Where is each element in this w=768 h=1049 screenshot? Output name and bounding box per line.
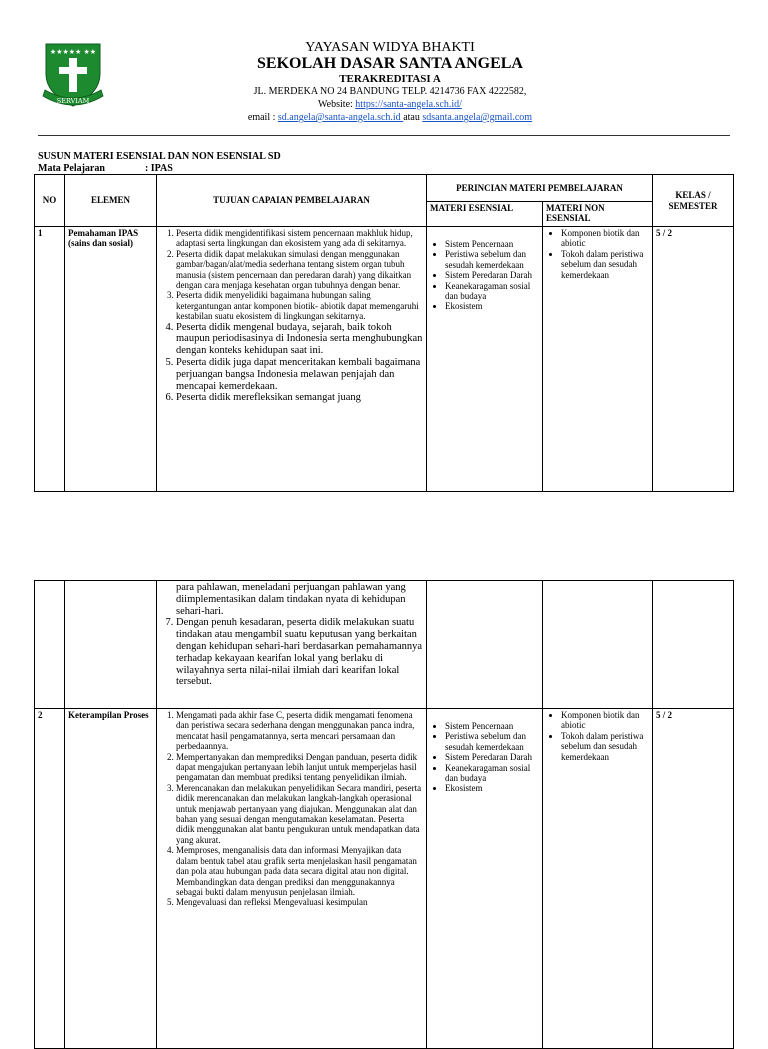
tujuan-item: 4. Peserta didik mengenal budaya, sejarah, baik tokoh maupun periodisasinya di Indonesia serta menghubungkan dengan konteks kehidupan saat ini. bbox=[176, 322, 423, 357]
table-row bbox=[35, 581, 734, 709]
row-elemen: Keterampilan Proses bbox=[65, 709, 157, 1049]
esensial-item: • Sistem Peredaran Darah bbox=[445, 752, 539, 762]
address: JL. MERDEKA NO 24 BANDUNG TELP. 4214736 FAX 4222582, bbox=[253, 86, 527, 97]
row-kelas bbox=[653, 581, 734, 709]
row-no: 1 bbox=[35, 227, 65, 492]
subject-line bbox=[38, 163, 173, 174]
esensial-item: • Sistem Pencernaan bbox=[445, 239, 539, 249]
row-non-esensial bbox=[543, 227, 653, 492]
row-esensial bbox=[427, 709, 543, 1049]
header-perincian: PERINCIAN MATERI PEMBELAJARAN bbox=[427, 175, 653, 202]
row-tujuan bbox=[157, 227, 427, 492]
tujuan-item: 1. Mengamati pada akhir fase C, peserta didik mengamati fenomena dan peristiwa secara sederhana dengan menggunakan panca indra, mencatat hasil pengamatannya, serta mencari persamaan dan perbedaannya. bbox=[176, 710, 423, 752]
tujuan-item: 2. Mempertanyakan dan memprediksi Dengan panduan, peserta didik dapat mengajukan pertanyaan lebih lanjut untuk memperjelas hasil pengamatan dan membuat prediksi tentang penyelidikan ilmiah. bbox=[176, 752, 423, 783]
row-kelas: 5 / 2 bbox=[653, 227, 734, 492]
esensial-item: • Keanekaragaman sosial dan budaya bbox=[445, 281, 539, 302]
tujuan-item: 3. Peserta didik menyelidiki bagaimana hubungan saling ketergantungan antar komponen biotik- abiotik dapat memengaruhi kestabilan suatu ekosistem di lingkungan sekitarnya. bbox=[176, 290, 423, 321]
email-line bbox=[190, 111, 590, 124]
email-link-2[interactable]: sdsanta.angela@gmail.com bbox=[422, 112, 533, 123]
email-separator: atau bbox=[403, 112, 423, 123]
esensial-item: • Keanekaragaman sosial dan budaya bbox=[445, 763, 539, 784]
esensial-item: • Peristiwa sebelum dan sesudah kemerdekaan bbox=[445, 249, 539, 270]
website-label: Website: bbox=[318, 99, 356, 110]
foundation-name: YAYASAN WIDYA BHAKTI bbox=[305, 40, 475, 55]
subject-value: : IPAS bbox=[144, 163, 173, 174]
row-no bbox=[35, 581, 65, 709]
row-no: 2 bbox=[35, 709, 65, 1049]
tujuan-item: 7. Dengan penuh kesadaran, peserta didik melakukan suatu tindakan atau mengambil suatu keputusan yang berkaitan dengan kehidupan sehari-hari berdasarkan pemahamannya terhadap kekayaan kearifan lokal yang berlaku di wilayahnya serta nilai-nilai ilmiah dari kearifan lokal tersebut. bbox=[176, 617, 423, 688]
header-kelas: KELAS / SEMESTER bbox=[653, 175, 734, 227]
website-line bbox=[190, 98, 590, 111]
row-elemen bbox=[65, 581, 157, 709]
row-tujuan bbox=[157, 581, 427, 709]
materials-table-page-1 bbox=[34, 174, 734, 492]
tujuan-item: 5. Peserta didik juga dapat menceritakan kembali bagaimana perjuangan bangsa Indonesia melawan penjajah dan mencapai kemerdekaan. bbox=[176, 357, 423, 392]
table-row bbox=[35, 709, 734, 1049]
non-esensial-item: • Komponen biotik dan abiotic bbox=[561, 710, 649, 731]
row-tujuan bbox=[157, 709, 427, 1049]
non-esensial-item: • Tokoh dalam peristiwa sebelum dan sesudah kemerdekaan bbox=[561, 249, 649, 280]
esensial-item: • Sistem Peredaran Darah bbox=[445, 270, 539, 280]
tujuan-item: 3. Merencanakan dan melakukan penyelidikan Secara mandiri, peserta didik merencanakan dan melakukan langkah-langkah operasional untuk menjawab pertanyaan yang diajukan. Menggunakan alat dan bahan yang sesuai dengan mengutamakan keselamatan. Peserta didik menggunakan alat bantu pengukuran untuk mendapatkan data yang akurat. bbox=[176, 783, 423, 845]
letterhead bbox=[190, 40, 590, 124]
tujuan-item: 4. Memproses, menganalisis data dan informasi Menyajikan data dalam bentuk tabel atau grafik serta menjelaskan hasil pengamatan dan pola atau hubungan pada data secara digital atau non digital. Membandingkan data dengan prediksi dan menggunakannya sebagai bukti dalam menyusun penjelasan ilmiah. bbox=[176, 845, 423, 897]
row-esensial bbox=[427, 227, 543, 492]
website-link[interactable]: https://santa-angela.sch.id/ bbox=[355, 99, 462, 110]
email-link-1[interactable]: sd.angela@santa-angela.sch.id bbox=[277, 112, 404, 123]
header-no: NO bbox=[35, 175, 65, 227]
document-title: SUSUN MATERI ESENSIAL DAN NON ESENSIAL SD bbox=[38, 151, 281, 162]
header-elemen: ELEMEN bbox=[65, 175, 157, 227]
school-logo bbox=[40, 40, 106, 110]
tujuan-item: 6. Peserta didik merefleksikan semangat juang bbox=[176, 392, 423, 404]
logo-motto: SERVIAM bbox=[56, 97, 90, 105]
tujuan-item: 2. Peserta didik dapat melakukan simulasi dengan menggunakan gambar/bagan/alat/media sederhana tentang sistem organ tubuh manusia (sistem pencernaan dan peredaran darah) yang dikaitkan dengan cara menjaga kesehatan organ tubuhnya dengan benar. bbox=[176, 249, 423, 291]
materials-table-page-2 bbox=[34, 580, 734, 1049]
header-non-esensial: MATERI NON ESENSIAL bbox=[543, 202, 653, 227]
esensial-item: • Ekosistem bbox=[445, 783, 539, 793]
esensial-item: • Peristiwa sebelum dan sesudah kemerdekaan bbox=[445, 731, 539, 752]
school-name: SEKOLAH DASAR SANTA ANGELA bbox=[257, 55, 523, 72]
non-esensial-item: • Komponen biotik dan abiotic bbox=[561, 228, 649, 249]
row-esensial bbox=[427, 581, 543, 709]
subject-label: Mata Pelajaran bbox=[38, 163, 105, 174]
email-label: email : bbox=[247, 112, 278, 123]
row-elemen: Pemahaman IPAS (sains dan sosial) bbox=[65, 227, 157, 492]
row-kelas: 5 / 2 bbox=[653, 709, 734, 1049]
non-esensial-item: • Tokoh dalam peristiwa sebelum dan sesudah kemerdekaan bbox=[561, 731, 649, 762]
tujuan-item: 5. Mengevaluasi dan refleksi Mengevaluasi kesimpulan bbox=[176, 897, 423, 907]
esensial-item: • Ekosistem bbox=[445, 301, 539, 311]
header-tujuan: TUJUAN CAPAIAN PEMBELAJARAN bbox=[157, 175, 427, 227]
logo-stars: ★★★★★ ★★ bbox=[49, 48, 97, 56]
row-non-esensial bbox=[543, 709, 653, 1049]
header-divider bbox=[38, 135, 730, 136]
header-esensial: MATERI ESENSIAL bbox=[427, 202, 543, 227]
accreditation: TERAKREDITASI A bbox=[339, 73, 441, 85]
tujuan-item: 1. Peserta didik mengidentifikasi sistem pencernaan makhluk hidup, adaptasi serta lingkungan dan ekosistem yang ada di sekitarnya. bbox=[176, 228, 423, 249]
esensial-item: • Sistem Pencernaan bbox=[445, 721, 539, 731]
tujuan-continuation: para pahlawan, meneladani perjuangan pahlawan yang diimplementasikan dalam tindakan nyata di kehidupan sehari-hari. bbox=[176, 582, 406, 617]
row-non-esensial bbox=[543, 581, 653, 709]
table-row bbox=[35, 227, 734, 492]
